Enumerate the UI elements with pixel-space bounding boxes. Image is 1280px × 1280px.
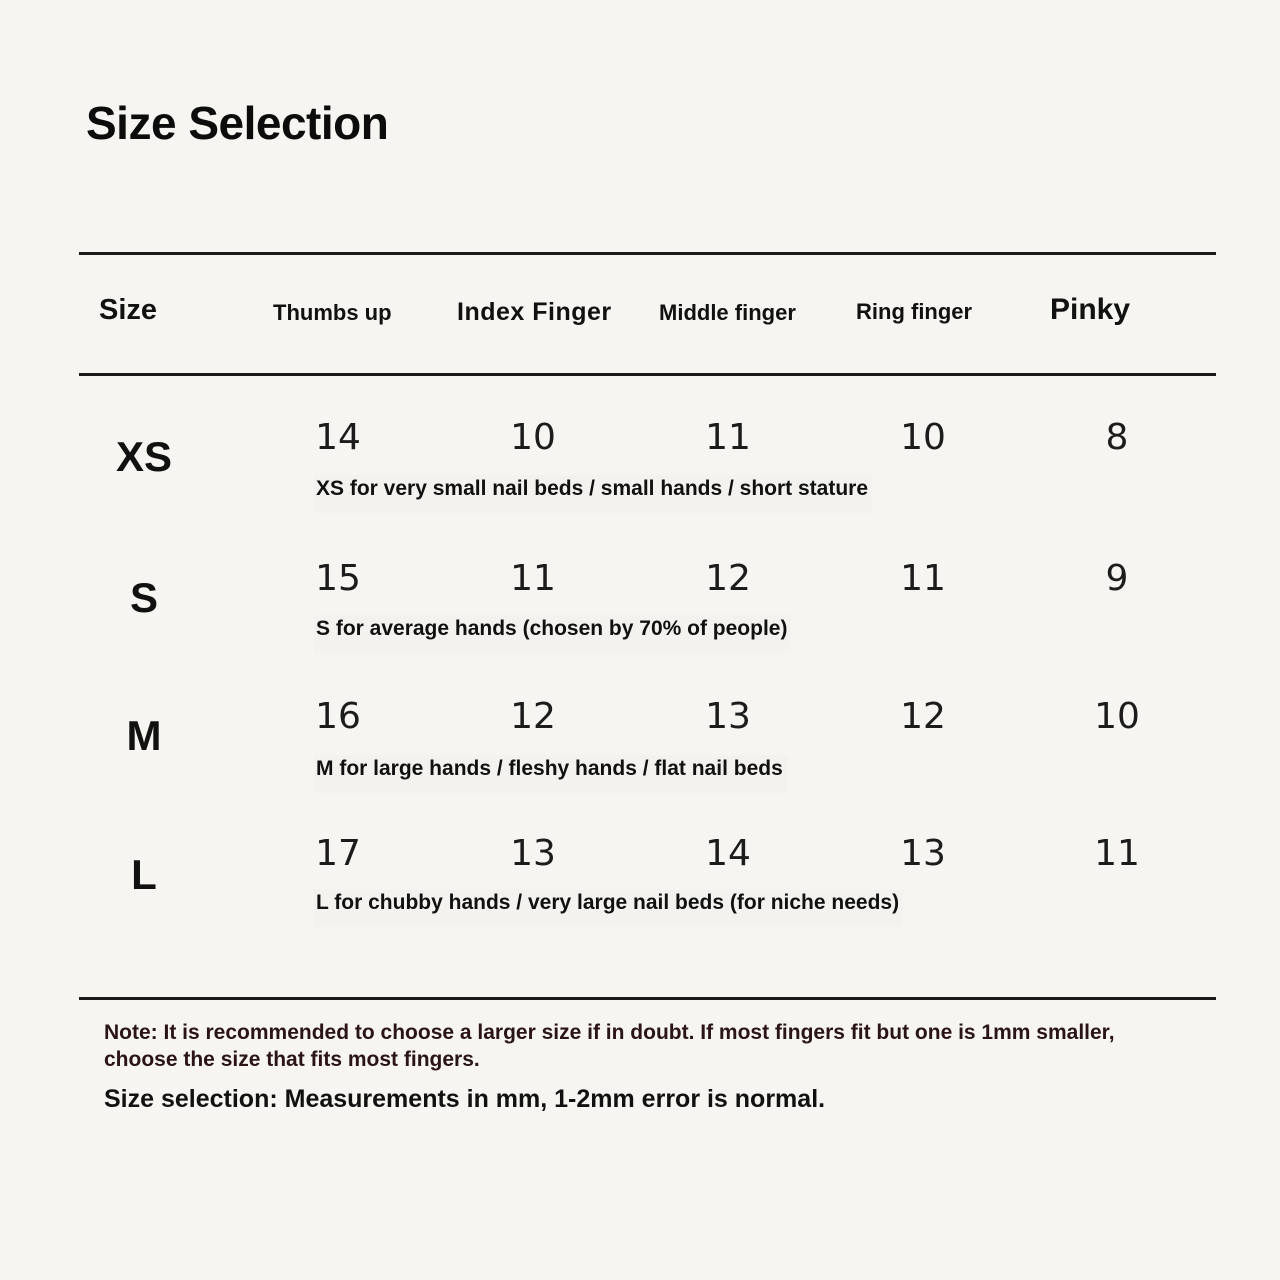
pinky-value: 8 xyxy=(1105,417,1129,458)
table-row-l xyxy=(0,831,1280,961)
ring-value: 10 xyxy=(900,417,946,458)
size-label: M xyxy=(126,712,162,759)
size-description: S for average hands (chosen by 70% of people) xyxy=(314,615,791,653)
thumb-value: 17 xyxy=(315,833,361,874)
header-pinky: Pinky xyxy=(1050,293,1131,326)
ring-value: 11 xyxy=(900,558,946,599)
pinky-value: 9 xyxy=(1105,558,1129,599)
index-value: 10 xyxy=(510,417,556,458)
size-label: XS xyxy=(115,433,173,480)
page-title: Size Selection xyxy=(86,97,389,149)
pinky-value: 10 xyxy=(1094,696,1140,737)
middle-value: 13 xyxy=(705,696,751,737)
ring-value: 13 xyxy=(900,833,946,874)
middle-value: 12 xyxy=(705,558,751,599)
index-value: 11 xyxy=(510,558,556,599)
index-value: 13 xyxy=(510,833,556,874)
table-row-m xyxy=(0,694,1280,824)
size-label: L xyxy=(131,851,157,898)
middle-value: 14 xyxy=(705,833,751,874)
table-header-rule xyxy=(79,373,1216,376)
thumb-value: 16 xyxy=(315,696,361,737)
table-row-s xyxy=(0,556,1280,686)
table-bottom-rule xyxy=(79,997,1216,1000)
size-label: S xyxy=(129,574,159,621)
size-description: XS for very small nail beds / small hands / short stature xyxy=(314,475,872,513)
table-top-rule xyxy=(79,252,1216,255)
header-thumb: Thumbs up xyxy=(273,300,392,325)
middle-value: 11 xyxy=(705,417,751,458)
size-description: M for large hands / fleshy hands / flat nail beds xyxy=(314,755,787,793)
header-middle-finger: Middle finger xyxy=(659,300,796,325)
header-ring-finger: Ring finger xyxy=(856,299,973,324)
measurement-note: Size selection: Measurements in mm, 1-2mm error is normal. xyxy=(104,1085,826,1113)
ring-value: 12 xyxy=(900,696,946,737)
pinky-value: 11 xyxy=(1094,833,1140,874)
recommendation-note: Note: It is recommended to choose a larger size if in doubt. If most fingers fit but one is 1mm smaller, choose the size that fits most fingers. xyxy=(104,1021,1115,1071)
index-value: 12 xyxy=(510,696,556,737)
header-index-finger: Index Finger xyxy=(457,298,612,326)
size-description: L for chubby hands / very large nail beds (for niche needs) xyxy=(314,889,903,927)
thumb-value: 15 xyxy=(315,558,361,599)
header-size: Size xyxy=(99,294,158,326)
table-row-xs xyxy=(0,415,1280,545)
thumb-value: 14 xyxy=(315,417,361,458)
